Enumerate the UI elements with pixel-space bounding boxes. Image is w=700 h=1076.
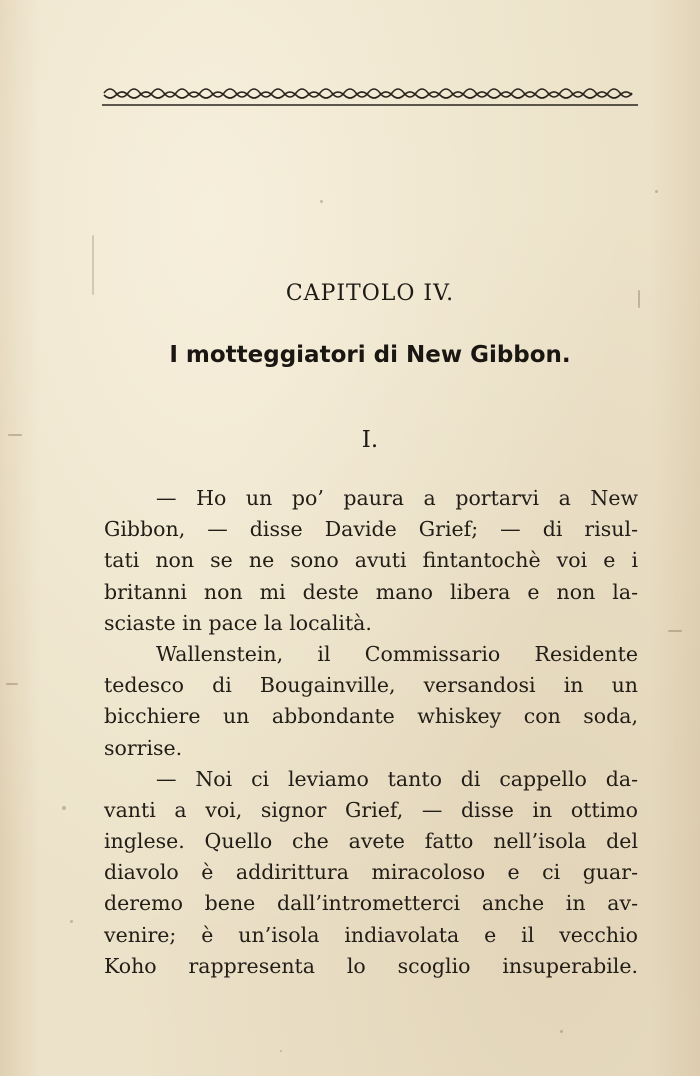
chapter-title: I motteggiatori di New Gibbon.	[169, 342, 571, 368]
text-line: sorrise.	[104, 735, 183, 760]
paper-speck	[655, 190, 658, 193]
decorative-header-border	[102, 84, 638, 110]
text-line: britanni non mi deste mano libera e non la-	[104, 579, 638, 604]
text-line: — Noi ci leviamo tanto di cappello da-	[156, 766, 638, 791]
chapter-heading: CAPITOLO IV.	[285, 281, 455, 306]
paper-speck	[638, 290, 640, 308]
paper-speck	[70, 920, 73, 923]
paper-speck	[560, 1030, 563, 1033]
text-line: sciaste in pace la località.	[104, 610, 372, 635]
text-line: venire; è un’isola indiavolata e il vecchio	[104, 922, 638, 947]
paper-speck	[62, 806, 66, 810]
text-line: deremo bene dall’intrometterci anche in av-	[104, 891, 638, 916]
text-line: bicchiere un abbondante whiskey con soda,	[104, 704, 638, 729]
paper-speck	[320, 200, 323, 203]
paper-speck	[668, 630, 682, 632]
text-line: Koho rappresenta lo scoglio insuperabile.	[104, 953, 638, 978]
text-line: vanti a voi, signor Grief, — disse in ottimo	[104, 797, 638, 822]
body-text	[104, 483, 638, 982]
text-line: — Ho un po’ paura a portarvi a New	[156, 486, 638, 510]
text-line: tedesco di Bougainville, versandosi in un	[104, 673, 638, 698]
paper-speck	[92, 235, 94, 295]
text-line: Gibbon, — disse Davide Grief; — di risul-	[104, 517, 638, 542]
text-line: tati non se ne sono avuti fintantochè voi e i	[104, 548, 638, 573]
text-line: inglese. Quello che avete fatto nell’isola del	[104, 829, 638, 854]
text-line: Wallenstein, il Commissario Residente	[156, 641, 638, 666]
paper-speck	[6, 683, 18, 685]
paper-speck	[8, 434, 22, 436]
paper-speck	[280, 1050, 282, 1052]
section-number: I.	[361, 427, 379, 453]
text-line: diavolo è addirittura miracoloso e ci guar-	[104, 860, 638, 885]
